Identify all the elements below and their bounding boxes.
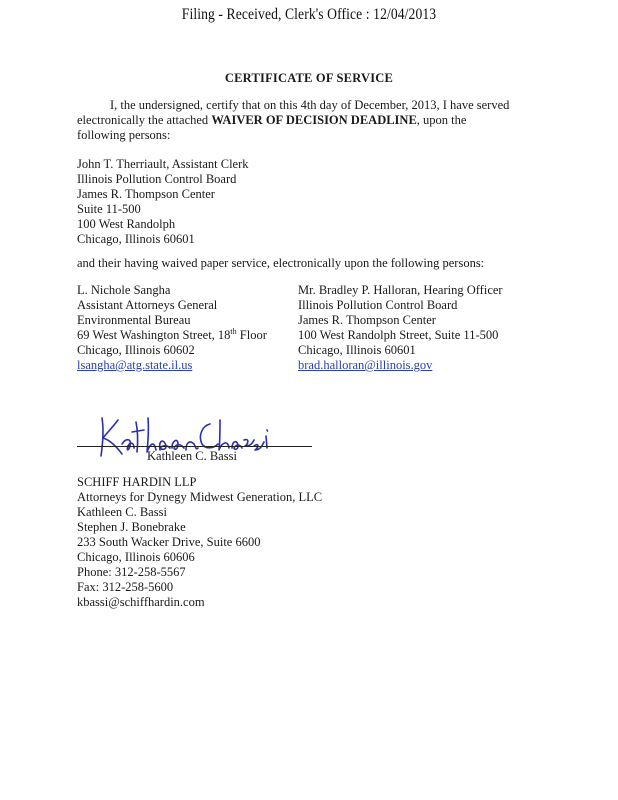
recipient-city: Chicago, Illinois 60602	[77, 343, 195, 357]
clerk-building: James R. Thompson Center	[77, 187, 215, 201]
recipient-street: 100 West Randolph Street, Suite 11-500	[298, 328, 499, 342]
clerk-suite: Suite 11-500	[77, 202, 141, 216]
signature-line	[77, 446, 312, 447]
recipient-building: James R. Thompson Center	[298, 313, 436, 327]
signer-printed-name: Kathleen C. Bassi	[147, 449, 237, 463]
street-text: 69 West Washington Street, 18	[77, 328, 231, 342]
certification-paragraph	[77, 98, 517, 143]
recipient-name: L. Nichole Sangha	[77, 283, 171, 297]
floor-text: Floor	[236, 328, 267, 342]
certificate-title: CERTIFICATE OF SERVICE	[224, 71, 394, 85]
recipient-halloran-block	[298, 283, 503, 373]
ordinal-suffix: th	[230, 326, 237, 336]
recipient-name: Mr. Bradley P. Halloran, Hearing Officer	[298, 283, 503, 297]
recipient-bureau: Environmental Bureau	[77, 313, 191, 327]
intro-text-end: , upon the following persons:	[77, 113, 467, 142]
recipient-city: Chicago, Illinois 60601	[298, 343, 416, 357]
firm-address-block	[77, 475, 322, 610]
clerk-street: 100 West Randolph	[77, 217, 176, 231]
firm-city: Chicago, Illinois 60606	[77, 550, 195, 564]
filing-stamp: Filing - Received, Clerk's Office : 12/04/2013	[181, 6, 437, 23]
firm-name: SCHIFF HARDIN LLP	[77, 475, 197, 489]
document-name: WAIVER OF DECISION DEADLINE	[211, 113, 417, 127]
clerk-city: Chicago, Illinois 60601	[77, 232, 195, 246]
clerk-agency: Illinois Pollution Control Board	[77, 172, 237, 186]
recipient-street	[77, 328, 267, 343]
firm-fax: Fax: 312-258-5600	[77, 580, 174, 594]
firm-street: 233 South Wacker Drive, Suite 6600	[77, 535, 261, 549]
recipient-title: Assistant Attorneys General	[77, 298, 218, 312]
firm-email: kbassi@schiffhardin.com	[77, 595, 205, 609]
clerk-name: John T. Therriault, Assistant Clerk	[77, 157, 249, 171]
intro-text-start: I, the undersigned, certify that on this 4th day of December, 2013, I have served electronically the attached	[77, 98, 510, 127]
paper-service-paragraph: and their having waived paper service, electronically upon the following persons:	[77, 256, 485, 270]
firm-client: Attorneys for Dynegy Midwest Generation, LLC	[77, 490, 323, 504]
recipient-agency: Illinois Pollution Control Board	[298, 298, 458, 312]
attorney-name: Kathleen C. Bassi	[77, 505, 167, 519]
recipient-email-link[interactable]: brad.halloran@illinois.gov	[298, 358, 433, 372]
recipient-sangha-block	[77, 283, 267, 373]
recipient-email-link[interactable]: lsangha@atg.state.il.us	[77, 358, 193, 372]
firm-phone: Phone: 312-258-5567	[77, 565, 186, 579]
attorney-name: Stephen J. Bonebrake	[77, 520, 186, 534]
clerk-address-block	[77, 157, 249, 247]
